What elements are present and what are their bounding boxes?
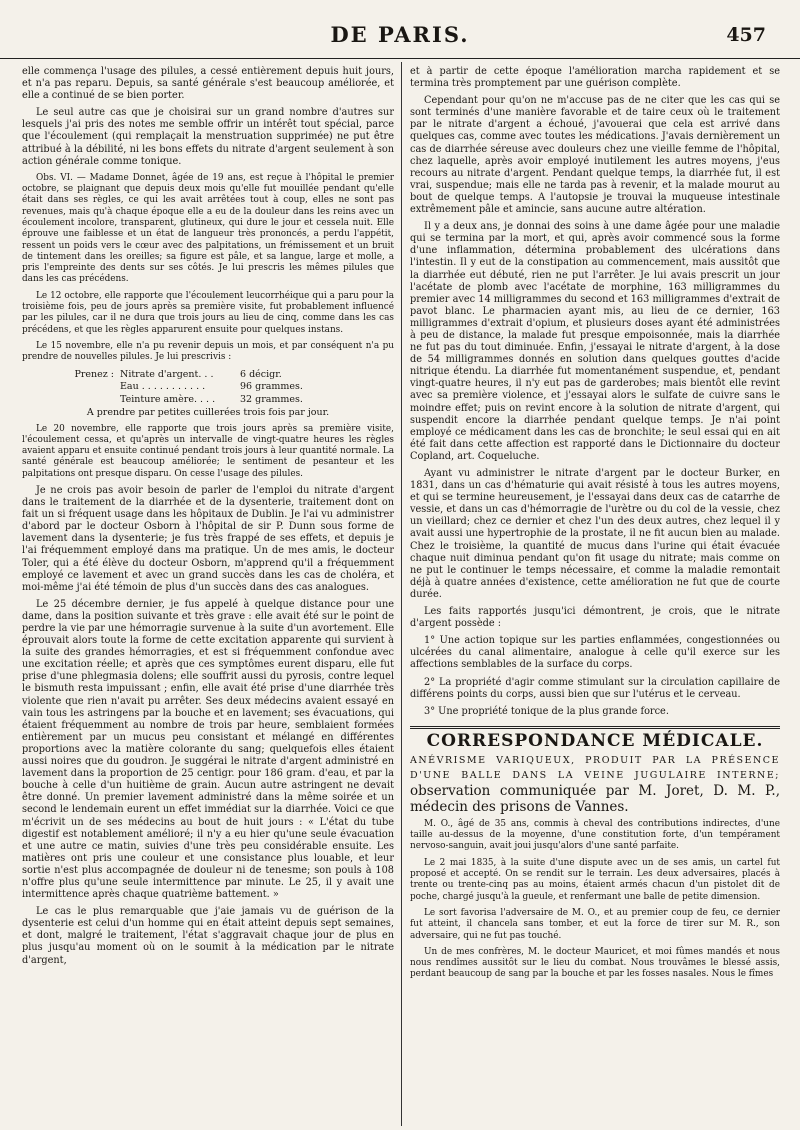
prescription-item: Nitrate d'argent. . . <box>120 368 214 380</box>
prescription-qty: 96 grammes. <box>240 381 303 392</box>
page-number: 457 <box>726 24 766 46</box>
paragraph: Le 20 novembre, elle rapporte que trois jours après sa première visite, l'écoulement cessa, et qu'après un intervalle de vingt-quatre heures les règles avaient apparu et ensuite continué pendant trois jours à leur quantité normale. La santé générale est beaucoup améliorée; le sentiment de pesanteur et les palpitations ont presque disparu. On cesse l'usage des pilules. <box>22 423 394 479</box>
paragraph: Un de mes confrères, M. le docteur Mauricet, et moi fûmes mandés et nous nous rendîmes aussitôt sur le lieu du combat. Nous trouvâmes le blessé assis, perdant beaucoup de sang par la bouche et par les fosses nasales. Nous le fîmes <box>410 946 780 980</box>
running-title: DE PARIS. <box>330 22 470 47</box>
section-divider <box>410 726 780 729</box>
prescription-item: Eau . . . . . . . . . . . <box>120 381 206 392</box>
article-subtitle-rest: observation communiquée par M. Joret, D. M. P., médecin des prisons de Vannes. <box>410 782 780 815</box>
prescription-qty: 32 grammes. <box>240 393 303 405</box>
section-title: CORRESPONDANCE MÉDICALE. <box>426 730 764 751</box>
paragraph: 1° Une action topique sur les parties enflammées, congestionnées ou ulcérées du canal alimentaire, analogue à celle qu'il exerce sur les affections semblables de la surface du corps. <box>410 635 780 671</box>
paragraph: M. O., âgé de 35 ans, commis à cheval des contributions indirectes, d'une taille au-dessus de la moyenne, d'une constitution forte, d'un tempérament nervoso-sanguin, avait joui jusqu'alors d'une santé parfaite. <box>410 818 780 852</box>
prescription-label: Prenez : <box>74 368 114 380</box>
prescription-qty: 6 décigr. <box>240 368 282 380</box>
paragraph: Je ne crois pas avoir besoin de parler de l'emploi du nitrate d'argent dans le traitement de la diarrhée et de la dysenterie, traitement dont on fait un si fréquent usage dans les hôpitaux de Dublin. Je l'ai vu administrer d'abord par le docteur Osborn à l'hôpital de sir P. Dunn sous forme de lavement dans la dysenterie; je fus très frappé de ses effets, et depuis je l'ai fréquemment employé dans ma pratique. Un de mes amis, le docteur Toler, qui a été élève du docteur Osborn, m'apprend qu'il a fréquemment employé ce lavement et avec un grand succès dans les cas de choléra, et moi-même j'ai été témoin de plus d'un succès dans des cas analogues. <box>22 484 394 593</box>
right-column <box>410 66 780 1126</box>
paragraph: Le 15 novembre, elle n'a pu revenir depuis un mois, et par conséquent n'a pu prendre de nouvelles pilules. Je lui prescrivis : <box>22 340 394 363</box>
paragraph: Le 25 décembre dernier, je fus appelé à quelque distance pour une dame, dans la position suivante et très grave : elle avait été sur le point de perdre la vie par une hémorragie survenue à la suite d'un avortement. Elle éprouvait alors toute la forme de cette excitation apparente qui survient à la suite des grandes hémorragies, et est si fréquemment confondue avec une excitation réelle; et après que ces symptômes eurent disparu, elle fut prise d'une phlegmasia dolens; elle souffrit aussi du pyrosis, contre lequel le bismuth resta impuissant ; enfin, elle avait été prise d'une diarrhée très violente que rien n'avait pu arrêter. Ses deux médecins avaient essayé en vain tous les astringens par la bouche et en lavement; ses évacuations, qui étaient fréquemment au nombre de trois par heure, semblaient formées entièrement par un mucus peu consistant et mélangé en différentes proportions avec la matière colorante du sang; quelquefois elles étaient aussi noires que du goudron. Je suggérai le nitrate d'argent administré en lavement dans la proportion de 25 centigr. pour 186 gram. d'eau, et par la bouche à celle d'un huitième de grain. Aucun autre astringent ne devait être donné. Un premier lavement administré dans la même soirée et un second le lendemain eurent un effet immédiat sur la diarrhée. Voici ce que m'écrivit un de ses médecins au bout de huit jours : « L'état du tube digestif est notablement amélioré; il n'y a eu hier qu'une seule évacuation et une autre ce matin, suivies d'une très peu considérable ensuite. Les matières ont pris une couleur et une consistance plus louable, et leur sortie n'est plus accompagnée de douleur ni de tenesme; son pouls à 108 n'offre plus qu'une seule intermittence par minute. Le 25, il y avait une intermittence après chaque quatrième battement. » <box>22 598 394 901</box>
article-subtitle <box>410 753 780 815</box>
article-subtitle-caps: ANÉVRISME VARIQUEUX, PRODUIT PAR LA PRÉSENCE D'UNE BALLE DANS LA VEINE JUGULAIRE INTERNE; <box>410 754 780 781</box>
paragraph: 3° Une propriété tonique de la plus grande force. <box>424 705 669 717</box>
paragraph: Le sort favorisa l'adversaire de M. O., et au premier coup de feu, ce dernier fut atteint, il chancela sans tomber, et eut la force de tirer sur M. R., son adversaire, qui ne fut pas touché. <box>410 907 780 941</box>
paragraph: Le 2 mai 1835, à la suite d'une dispute avec un de ses amis, un cartel fut proposé et accepté. On se rendit sur le terrain. Les deux adversaires, placés à trente ou trente-cinq pas au moins, étaient armés chacun d'un pistolet dit de poche, chargé jusqu'à la gueule, et renfermant une balle de petite dimension. <box>410 857 780 902</box>
paragraph: Ayant vu administrer le nitrate d'argent par le docteur Burker, en 1831, dans un cas d'hématurie qui avait résisté à tous les autres moyens, et qui se termine heureusement, je l'essayai dans deux cas de catarrhe de vessie, et dans un cas d'hémorragie de l'urètre ou du col de la vessie, chez un vieillard; chez ce dernier et chez l'un des deux autres, chez lequel il y avait aussi une hypertrophie de la prostate, il ne fit aucun bien au malade. Chez le troisième, la quantité de mucus dans l'urine qui était évacuée chaque nuit diminua pendant qu'on fit usage du nitrate; mais comme on ne put le continuer le temps nécessaire, et comme la maladie remontait déjà à quatre années d'existence, cette amélioration ne fut que de courte durée. <box>410 468 780 600</box>
paragraph: Il y a deux ans, je donnai des soins à une dame âgée pour une maladie qui se termina par la mort, et qui, après avoir commencé sous la forme d'une inflammation, détermina probablement des ulcérations dans l'intestin. Il y eut de la constipation au commencement, mais aussitôt que la diarrhée eut débuté, rien ne put l'arrêter. Je lui avais prescrit un jour l'acétate de plomb avec l'acétate de morphine, 163 milligrammes du premier avec 14 milligrammes du second et 163 milligrammes d'extrait de pavot blanc. Le pharmacien ayant mis, au lieu de ce dernier, 163 milligrammes d'extrait d'opium, et plusieurs doses ayant été administrées à peu de distance, la malade fut presque empoisonnée, mais la diarrhée ne fut pas du tout diminuée. Enfin, j'essayai le nitrate d'argent, à la dose de 54 milligrammes donnés en solution dans quelques gouttes d'acide nitrique étendu. La diarrhée fut momentanément suspendue, et, pendant vingt-quatre heures, il n'y eut pas de garderobes; mais bientôt elle revint avec sa première violence, et j'essayai alors le sulfate de cuivre sans le moindre effet; puis on revint encore à la solution de nitrate d'argent, qui suspendit encore la diarrhée pendant quelque temps. Je n'ai point employé ce médicament dans les cas de bronchite; le seul essai qui en ait été fait dans cette affection est rapporté dans le Dictionnaire du docteur Copland, art. Coqueluche. <box>410 221 780 462</box>
paragraph: Le seul autre cas que je choisirai sur un grand nombre d'autres sur lesquels j'ai pris des notes me semble offrir un intérêt tout spécial, parce que l'écoulement (qui remplaçait la menstruation supprimée) ne put être attribué à la débilité, ni les bons effets du nitrate d'argent seulement à son action générale comme tonique. <box>22 107 394 167</box>
paragraph: Les faits rapportés jusqu'ici démontrent, je crois, que le nitrate d'argent possède : <box>410 606 780 630</box>
paragraph: et à partir de cette époque l'amélioration marcha rapidement et se termina très promptement par une guérison complète. <box>410 66 780 90</box>
page-header <box>0 14 800 59</box>
paragraph: Le cas le plus remarquable que j'aie jamais vu de guérison de la dysenterie est celui d'un homme qui en était atteint depuis sept semaines, et dont, malgré le traitement, l'état s'aggravait chaque jour de plus en plus jusqu'au moment où on le soumit à la médication par le nitrate d'argent, <box>22 906 394 966</box>
paragraph: 2° La propriété d'agir comme stimulant sur la circulation capillaire de différens points du corps, aussi bien que sur l'utérus et le cerveau. <box>410 676 780 700</box>
prescription-block <box>22 369 394 420</box>
prescription-note: A prendre par petites cuillerées trois fois par jour. <box>86 407 330 418</box>
paragraph: Cependant pour qu'on ne m'accuse pas de ne citer que les cas qui se sont terminés d'une manière favorable et de taire ceux où le traitement par le nitrate d'argent a échoué, j'avouerai que cela est arrivé dans quelques cas, comme avec toutes les médications. J'avais dernièrement un cas de diarrhée séreuse avec douleurs chez une vieille femme de l'hôpital, chez laquelle, après avoir employé inutilement les autres moyens, j'eus recours au nitrate d'argent. Pendant quelque temps, la diarrhée fut, il est vrai, suspendue; mais elle ne tarda pas à revenir, et la malade mourut au bout de quelque temps. A l'autopsie je trouvai la muqueuse intestinale extrêmement pâle et amincie, sans aucune autre altération. <box>410 95 780 216</box>
paragraph: Le 12 octobre, elle rapporte que l'écoulement leucorrhéique qui a paru pour la troisième fois, peu de jours après sa première visite, fut probablement influencé par les pilules, car il ne dura que trois jours au lieu de cinq, comme dans les cas précédens, et que les règles apparurent ensuite pour quelques instans. <box>22 290 394 335</box>
prescription-item: Teinture amère. . . . <box>120 393 216 405</box>
column-divider <box>401 62 402 1126</box>
paragraph: Obs. VI. — Madame Donnet, âgée de 19 ans, est reçue à l'hôpital le premier octobre, se plaignant que depuis deux mois qu'elle fut mouillée pendant qu'elle était dans ses règles, ce qui les avait arrêtées tout à coup, elles ne sont pas revenues, mais qu'à chaque époque elle a eu de la douleur dans les reins avec un écoulement incolore, transparent, glutineux, qui dure le jour et cessela nuit. Elle éprouve une faiblesse et un état de langueur très prononcés, a perdu l'appétit, ressent un poids vers le cœur avec des palpitations, un frémissement et un bruit de tintement dans les oreilles; sa figure est pâle, et sa langue, large et molle, a pris l'empreinte des dents sur ses côtés. Je lui prescris les mêmes pilules que dans les cas précédens. <box>22 172 394 285</box>
paragraph: elle commença l'usage des pilules, a cessé entièrement depuis huit jours, et n'a pas reparu. Depuis, sa santé générale s'est beaucoup améliorée, et elle a continué de se bien porter. <box>22 66 394 102</box>
left-column <box>22 66 394 1126</box>
